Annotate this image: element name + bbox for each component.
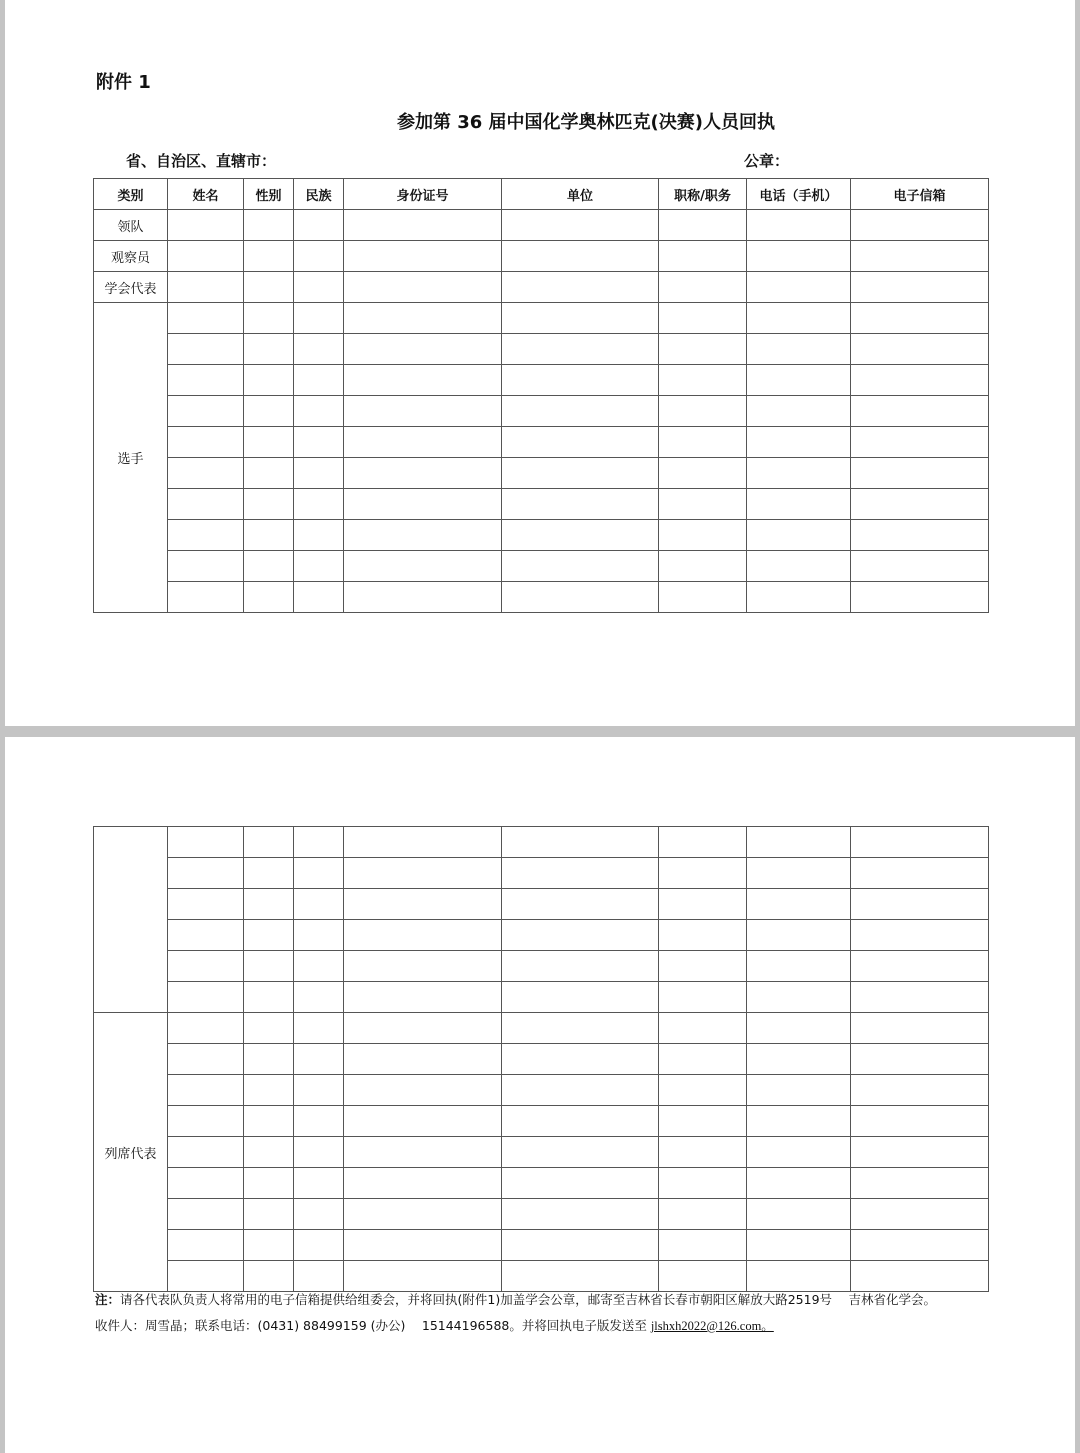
header-email: 电子信箱 [851,179,989,210]
header-title-position: 职称/职务 [659,179,747,210]
category-contestant: 选手 [94,303,168,613]
table-row [94,1230,989,1261]
header-organization: 单位 [502,179,659,210]
contact-text: 收件人：周雪晶；联系电话：(0431) 88499159 (办公) 15144196588。并将回执电子版发送至 [95,1318,651,1333]
table-row [94,1013,989,1044]
header-id-number: 身份证号 [344,179,502,210]
header-phone: 电话（手机） [747,179,851,210]
table-row [94,458,989,489]
table-header-row [94,179,989,210]
page-1 [5,0,1075,726]
table-row [94,827,989,858]
table-row [94,982,989,1013]
category-leader: 领队 [94,210,168,241]
table-row [94,551,989,582]
table-row [94,920,989,951]
header-ethnicity: 民族 [294,179,344,210]
note-text: 请各代表队负责人将常用的电子信箱提供给组委会，并将回执(附件1)加盖学会公章，邮寄至吉林省长春市朝阳区解放大路2519号 吉林省化学会。 [120,1292,937,1307]
seal-label: 公章： [744,152,790,170]
category-observer: 观察员 [94,241,168,272]
header-gender: 性别 [244,179,294,210]
attachment-label: 附件 1 [96,72,151,93]
table-row [94,272,989,303]
table-row [94,489,989,520]
note-line-2 [95,1316,774,1334]
table-row [94,1106,989,1137]
province-label: 省、自治区、直辖市： [126,152,277,170]
registration-table [93,178,989,613]
table-row [94,241,989,272]
table-row [94,365,989,396]
table-row [94,1075,989,1106]
table-row [94,303,989,334]
table-row [94,427,989,458]
table-row [94,1137,989,1168]
table-row [94,210,989,241]
note-line-1 [95,1290,936,1308]
table-row [94,334,989,365]
table-row [94,1199,989,1230]
category-contestant-continued [94,827,168,1013]
table-row [94,1168,989,1199]
table-row [94,889,989,920]
table-row [94,858,989,889]
header-category: 类别 [94,179,168,210]
table-row [94,396,989,427]
email-link[interactable]: jlshxh2022@126.com。 [650,1319,774,1333]
table-row [94,951,989,982]
page-title: 参加第 36 届中国化学奥林匹克(决赛)人员回执 [396,112,776,133]
category-society-rep: 学会代表 [94,272,168,303]
note-label: 注： [95,1292,121,1307]
table-row [94,582,989,613]
table-row [94,520,989,551]
header-name: 姓名 [168,179,244,210]
table-row [94,1044,989,1075]
table-row [94,1261,989,1292]
registration-table-continued [93,826,989,1292]
page-2 [5,737,1075,1453]
category-attending-rep: 列席代表 [94,1013,168,1292]
